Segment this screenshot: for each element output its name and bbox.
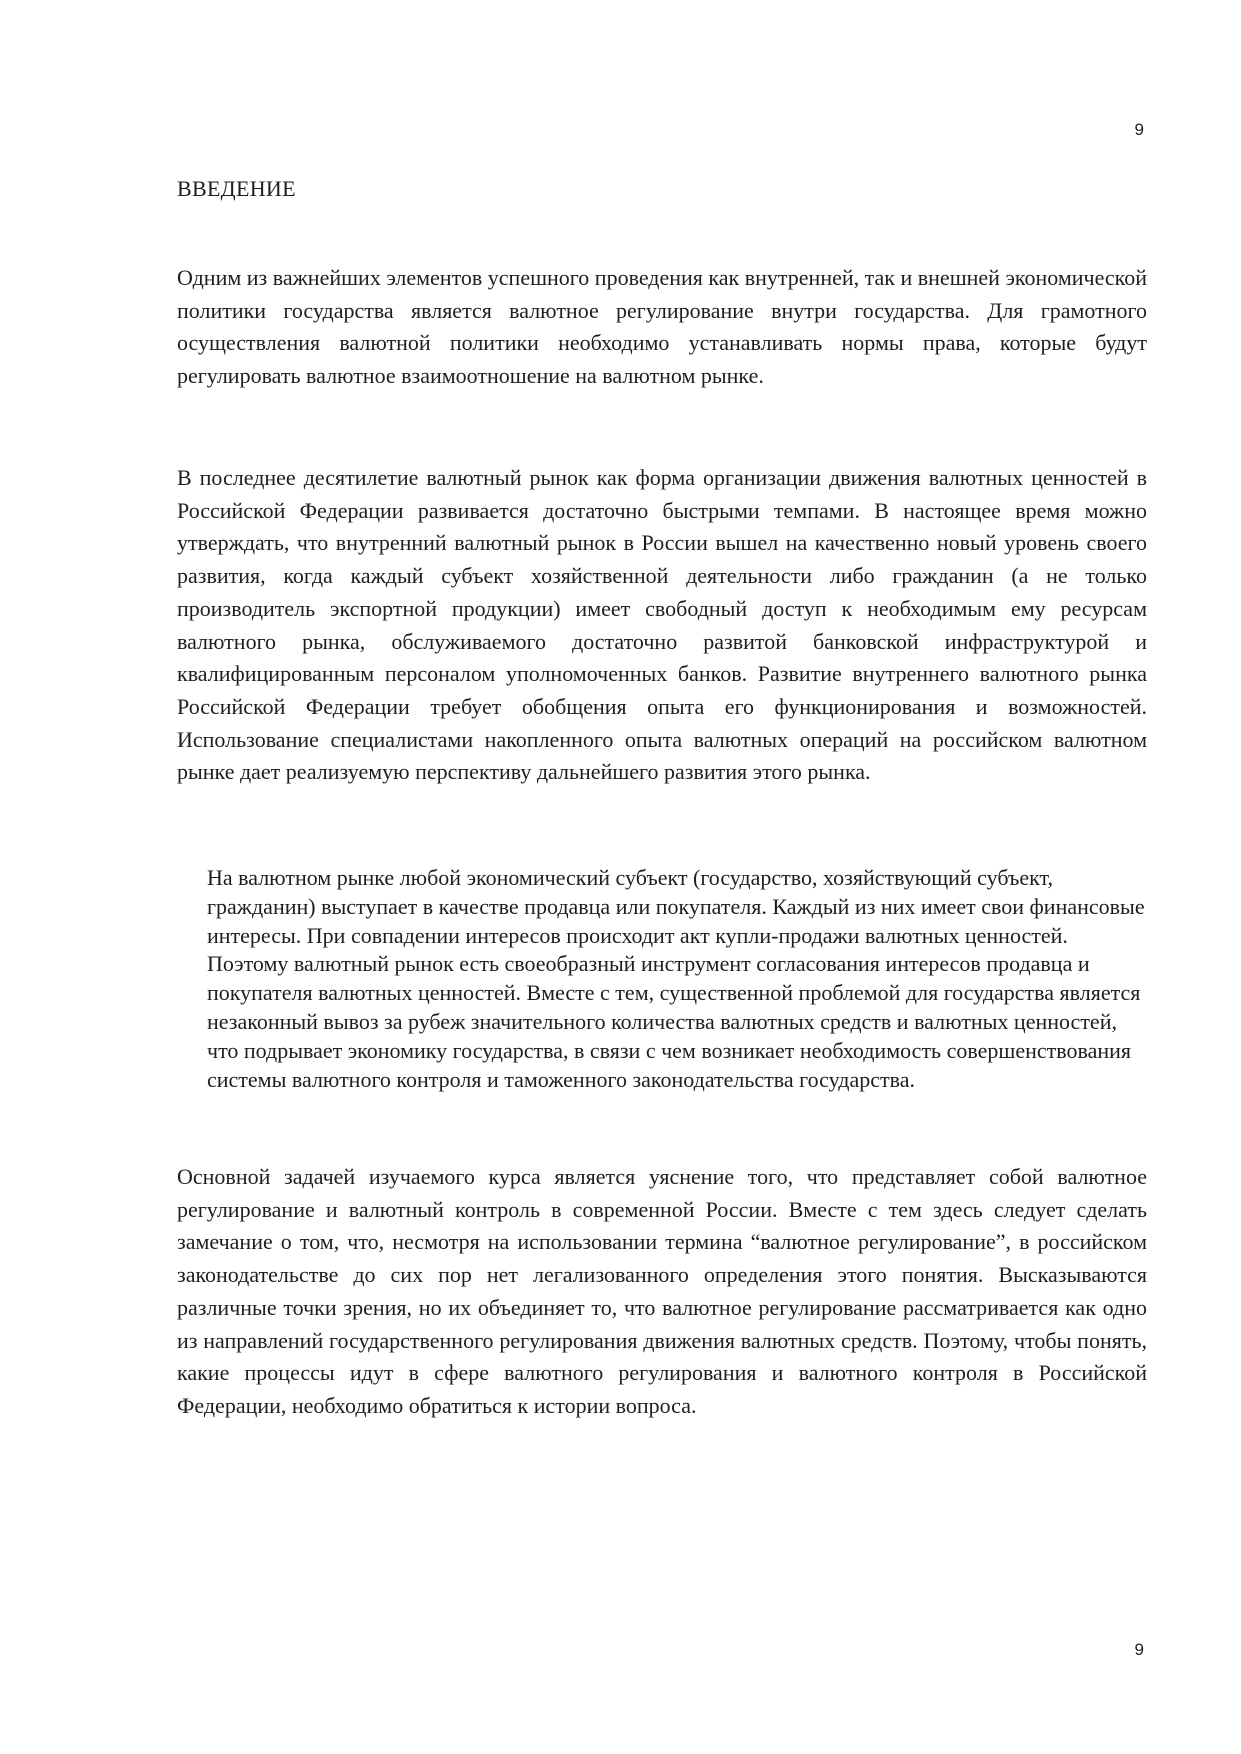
section-heading: ВВЕДЕНИЕ — [177, 176, 296, 201]
paragraph-4: Основной задачей изучаемого курса является уяснение того, что представляет собой валютное регулирование и валютный контроль в современной России. Вместе с тем здесь следует сделать замечание о том, что, несмотря на использовании термина “валютное регулирование”, в российском законодательстве до сих пор нет легализованного определения этого понятия. Высказываются различные точки зрения, но их объединяет то, что валютное регулирование рассматривается как одно из направлений государственного регулирования движения валютных средств. Поэтому, чтобы понять, какие процессы идут в сфере валютного регулирования и валютного контроля в Российской Федерации, необходимо обратиться к истории вопроса. — [177, 1164, 1147, 1418]
paragraph-2: В последнее десятилетие валютный рынок как форма организации движения валютных ценностей в Российской Федерации развивается достаточно быстрыми темпами. В настоящее время можно утверждать, что внутренний валютный рынок в России вышел на качественно новый уровень своего развития, когда каждый субъект хозяйственной деятельности либо гражданин (а не только производитель экспортной продукции) имеет свободный доступ к необходимым ему ресурсам валютного рынка, обслуживаемого достаточно развитой банковской инфраструктурой и квалифицированным персоналом уполномоченных банков. Развитие внутреннего валютного рынка Российской Федерации требует обобщения опыта его функционирования и возможностей. Использование специалистами накопленного опыта валютных операций на российском валютном рынке дает реализуемую перспективу дальнейшего развития этого рынка. — [177, 465, 1147, 785]
page-number-top: 9 — [1134, 120, 1144, 139]
paragraph-1: Одним из важнейших элементов успешного проведения как внутренней, так и внешней экономической политики государства является валютное регулирование внутри государства. Для грамотного осуществления валютной политики необходимо устанавливать нормы права, которые будут регулировать валютное взаимоотношение на валютном рынке. — [177, 265, 1147, 389]
page-number-bottom: 9 — [1134, 1640, 1144, 1659]
paragraph-3-indented: На валютном рынке любой экономический субъект (государство, хозяйствующий субъект, гражданин) выступает в качестве продавца или покупателя. Каждый из них имеет свои финансовые интересы. При совпадении интересов происходит акт купли-продажи валютных ценностей. Поэтому валютный рынок есть своеобразный инструмент согласования интересов продавца и покупателя валютных ценностей. Вместе с тем, существенной проблемой для государства является незаконный вывоз за рубеж значительного количества валютных средств и валютных ценностей, что подрывает экономику государства, в связи с чем возникает необходимость совершенствования системы валютного контроля и таможенного законодательства государства. — [207, 865, 1145, 1092]
